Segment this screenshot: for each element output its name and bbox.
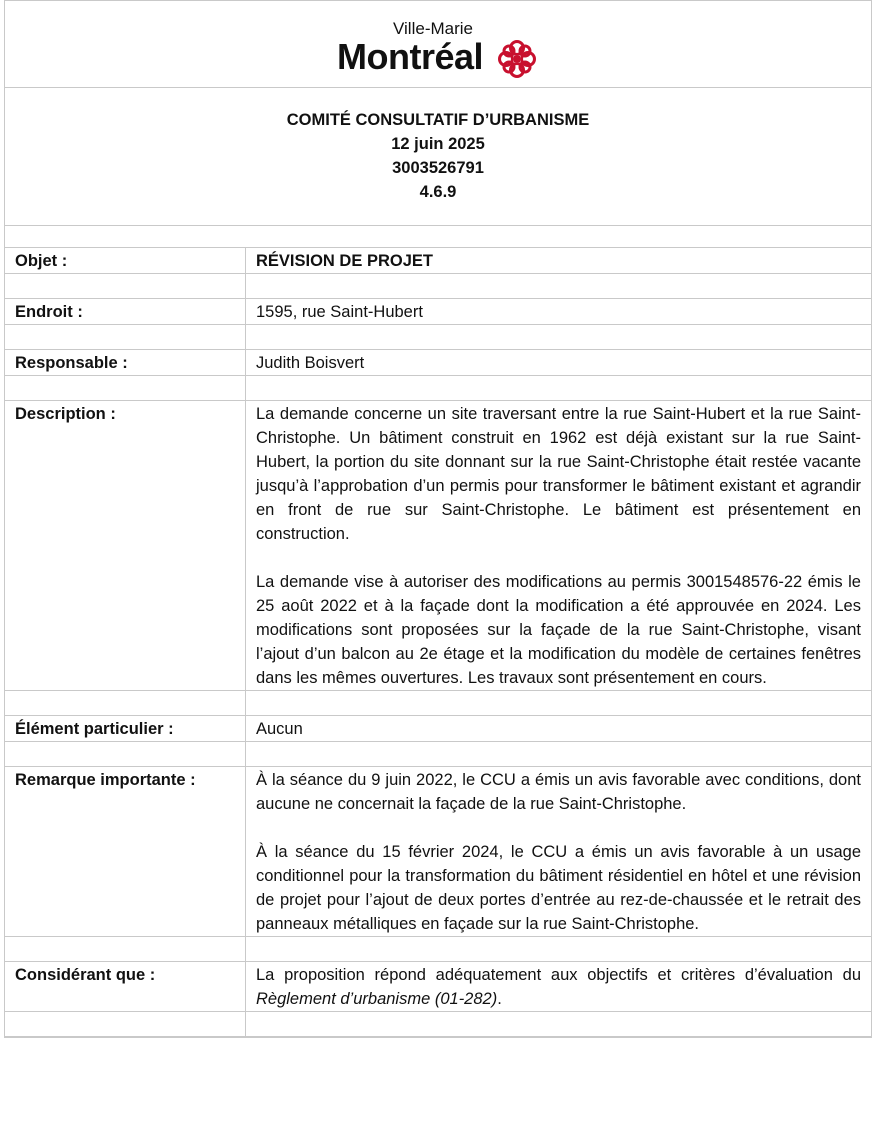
row-endroit [5,299,871,325]
label-element-particulier: Élément particulier : [5,716,246,741]
spacer-row [5,325,871,350]
label-endroit: Endroit : [5,299,246,324]
document [4,0,872,1038]
remarque-paragraph-2: À la séance du 15 février 2024, le CCU a émis un avis favorable à un usage conditionnel pour la transformation du bâtiment résidentiel en hôtel et une révision de projet pour l’ajout de deux portes d’entrée au rez-de-chaussée et le retrait des panneaux métalliques en façade sur la rue Saint-Christophe. [256,843,861,933]
regulation-reference: Règlement d’urbanisme (01-282) [256,990,498,1008]
label-responsable: Responsable : [5,350,246,375]
row-description [5,401,871,691]
row-element-particulier [5,716,871,742]
spacer-row [5,691,871,716]
meeting-date: 12 juin 2025 [391,135,485,153]
value-considerant [246,962,871,1011]
row-considerant [5,962,871,1012]
considerant-text: La proposition répond adéquatement aux objectifs et critères d’évaluation du [256,966,861,984]
value-description [246,401,871,690]
file-number: 3003526791 [392,159,484,177]
logo-borough-name: Ville-Marie [393,19,473,38]
description-paragraph-2: La demande vise à autoriser des modifications au permis 3001548576-22 émis le 25 août 2022 et à la façade dont la modification a été approuvée en 2024. Les modifications sont proposées sur la façade de la rue Saint-Christophe, visant l’ajout d’un balcon au 2e étage et la modification du modèle de certaines fenêtres dans les mêmes ouvertures. Les travaux sont présentement en cours. [256,573,861,687]
logo-city-name: Montréal [337,36,484,77]
considerant-period: . [497,990,502,1008]
remarque-paragraph-1: À la séance du 9 juin 2022, le CCU a émis un avis favorable avec conditions, dont aucune ne concernait la façade de la rue Saint-Christophe. [256,771,861,813]
spacer-row [5,937,871,962]
spacer-row [5,376,871,401]
spacer-row [5,742,871,767]
value-endroit: 1595, rue Saint-Hubert [256,303,423,321]
row-responsable [5,350,871,376]
montreal-logo [337,19,547,79]
spacer-row [5,274,871,299]
item-number: 4.6.9 [419,183,457,201]
description-paragraph-1: La demande concerne un site traversant entre la rue Saint-Hubert et la rue Saint-Christophe. Un bâtiment construit en 1962 est déjà existant sur la rue Saint-Hubert, la portion du site donnant sur la rue Saint-Christophe était restée vacante jusqu’à l’approbation d’un permis pour transformer le bâtiment existant et agrandir en front de rue sur Saint-Christophe. Le bâtiment est présentement en construction. [256,405,861,543]
value-objet: RÉVISION DE PROJET [256,252,433,270]
spacer [5,226,871,248]
label-objet: Objet : [5,248,246,273]
row-objet [5,248,871,274]
label-remarque: Remarque importante : [5,767,246,936]
value-element-particulier: Aucun [256,720,303,738]
label-description: Description : [5,401,246,690]
committee-name: COMITÉ CONSULTATIF D’URBANISME [286,111,590,129]
value-responsable: Judith Boisvert [256,354,365,372]
document-title-block [5,88,871,226]
row-remarque [5,767,871,937]
logo-header [5,0,871,88]
rosette-icon [497,39,537,79]
label-considerant: Considérant que : [5,962,246,1011]
value-remarque [246,767,871,936]
spacer-row [5,1012,871,1037]
